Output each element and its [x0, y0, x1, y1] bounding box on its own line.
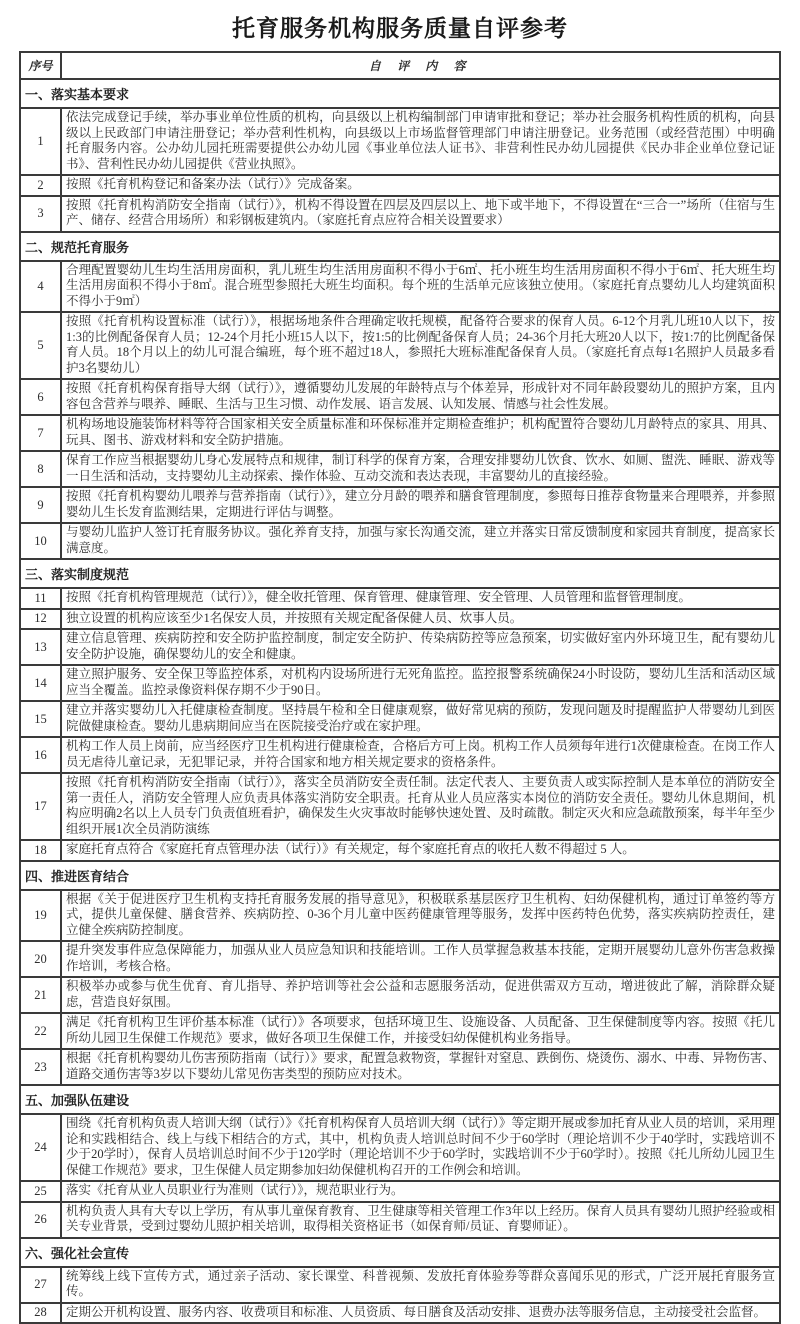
row-content: 落实《托育从业人员职业行为准则（试行）》，规范职业行为。 — [61, 1181, 780, 1202]
section-header-row — [20, 559, 780, 588]
table-row — [20, 665, 780, 701]
section-title: 六、强化社会宣传 — [20, 1238, 780, 1267]
row-content: 建立照护服务、安全保卫等监控体系，对机构内设场所进行无死角监控。监控报警系统确保24小时设防，婴幼儿生活和活动区域应当全覆盖。监控录像资料保存期不少于90日。 — [61, 665, 780, 701]
row-content: 依法完成登记手续，举办事业单位性质的机构，向县级以上机构编制部门申请审批和登记；举办社会服务机构性质的机构，向县级以上民政部门申请注册登记；举办营利性机构，向县级以上市场监督管理部门申请注册登记。业务范围（或经营范围）中明确托育服务内容。公办幼儿园托班需要提供公办幼儿园《事业单位法人证书》、非营利性民办幼儿园提供《民办非企业单位登记证书》、营利性民办幼儿园提供《营业执照》。 — [61, 108, 780, 175]
table-row — [20, 196, 780, 232]
row-number: 12 — [20, 609, 61, 630]
column-header-number: 序号 — [20, 52, 61, 79]
row-content: 与婴幼儿监护人签订托育服务协议。强化养育支持，加强与家长沟通交流，建立并落实日常反馈制度和家园共育制度，提高家长满意度。 — [61, 523, 780, 559]
row-content: 根据《托育机构婴幼儿伤害预防指南（试行）》要求，配置急救物资，掌握针对窒息、跌倒伤、烧烫伤、溺水、中毒、异物伤害、道路交通伤害等3岁以下婴幼儿常见伤害类型的预防应对技术。 — [61, 1049, 780, 1085]
row-content: 统筹线上线下宣传方式，通过亲子活动、家长课堂、科普视频、发放托育体验券等群众喜闻乐见的形式，广泛开展托育服务宣传。 — [61, 1267, 780, 1303]
table-row — [20, 1049, 780, 1085]
row-content: 合理配置婴幼儿生均生活用房面积，乳儿班生均生活用房面积不得小于6㎡、托小班生均生活用房面积不得小于6㎡、托大班生均生活用房面积不得小于8㎡。混合班型参照托大班生均面积。每个班的生活单元应该独立使用。（家庭托育点婴幼儿人均建筑面积不得小于9㎡） — [61, 261, 780, 313]
table-row — [20, 175, 780, 196]
row-number: 21 — [20, 977, 61, 1013]
row-content: 建立并落实婴幼儿入托健康检查制度。坚持晨午检和全日健康观察，做好常见病的预防，发现问题及时提醒监护人带婴幼儿到医院做健康检查。婴幼儿患病期间应当在医院接受治疗或在家护理。 — [61, 701, 780, 737]
section-title: 三、落实制度规范 — [20, 559, 780, 588]
table-row — [20, 1267, 780, 1303]
table-row — [20, 977, 780, 1013]
table-row — [20, 415, 780, 451]
table-row — [20, 773, 780, 840]
row-number: 23 — [20, 1049, 61, 1085]
row-content: 按照《托育机构管理规范（试行）》，健全收托管理、保育管理、健康管理、安全管理、人员管理和监督管理制度。 — [61, 588, 780, 609]
table-body — [20, 79, 780, 1323]
table-row — [20, 261, 780, 313]
table-row — [20, 941, 780, 977]
self-evaluation-table — [19, 51, 781, 1324]
row-number: 17 — [20, 773, 61, 840]
row-number: 22 — [20, 1013, 61, 1049]
section-header-row — [20, 232, 780, 261]
table-header-row — [20, 52, 780, 79]
row-number: 28 — [20, 1303, 61, 1324]
section-header-row — [20, 861, 780, 890]
row-number: 27 — [20, 1267, 61, 1303]
row-content: 机构场地设施装饰材料等符合国家相关安全质量标准和环保标准并定期检查维护；机构配置符合婴幼儿月龄特点的家具、用具、玩具、图书、游戏材料和安全防护措施。 — [61, 415, 780, 451]
section-title: 二、规范托育服务 — [20, 232, 780, 261]
row-number: 16 — [20, 737, 61, 773]
row-number: 18 — [20, 840, 61, 861]
section-title: 四、推进医育结合 — [20, 861, 780, 890]
row-content: 按照《托育机构登记和备案办法（试行）》完成备案。 — [61, 175, 780, 196]
section-title: 五、加强队伍建设 — [20, 1085, 780, 1114]
row-number: 3 — [20, 196, 61, 232]
row-content: 定期公开机构设置、服务内容、收费项目和标准、人员资质、每日膳食及活动安排、退费办法等服务信息，主动接受社会监督。 — [61, 1303, 780, 1324]
section-title: 一、落实基本要求 — [20, 79, 780, 108]
section-header-row — [20, 1238, 780, 1267]
row-content: 建立信息管理、疾病防控和安全防护监控制度，制定安全防护、传染病防控等应急预案，切实做好室内外环境卫生，配有婴幼儿安全防护设施，确保婴幼儿的安全和健康。 — [61, 629, 780, 665]
table-row — [20, 1202, 780, 1238]
row-content: 按照《托育机构保育指导大纲（试行）》，遵循婴幼儿发展的年龄特点与个体差异，形成针对不同年龄段婴幼儿的照护方案，且内容包含营养与喂养、睡眠、生活与卫生习惯、动作发展、语言发展、认知发展、情感与社会性发展。 — [61, 379, 780, 415]
table-row — [20, 609, 780, 630]
row-content: 保育工作应当根据婴幼儿身心发展特点和规律，制订科学的保育方案，合理安排婴幼儿饮食、饮水、如厕、盥洗、睡眠、游戏等一日生活和活动，支持婴幼儿主动探索、操作体验、互动交流和表达表现，丰富婴幼儿的直接经验。 — [61, 451, 780, 487]
row-content: 围绕《托育机构负责人培训大纲（试行）》《托育机构保育人员培训大纲（试行）》等定期开展或参加托育从业人员的培训，采用理论和实践相结合、线上与线下相结合的方式，其中，机构负责人培训总时间不少于60学时（理论培训不少于40学时，实践培训不少于20学时），保育人员培训总时间不少于120学时（理论培训不少于60学时，实践培训不少于60学时）。按照《托儿所幼儿园卫生保健工作规范》要求，卫生保健人员定期参加妇幼保健机构召开的工作例会和培训。 — [61, 1114, 780, 1181]
row-number: 10 — [20, 523, 61, 559]
row-content: 机构工作人员上岗前，应当经医疗卫生机构进行健康检查，合格后方可上岗。机构工作人员须每年进行1次健康检查。在岗工作人员无虐待儿童记录，无犯罪记录，并符合国家和地方相关规定要求的资格条件。 — [61, 737, 780, 773]
row-content: 按照《托育机构消防安全指南（试行）》，落实全员消防安全责任制。法定代表人、主要负责人或实际控制人是本单位的消防安全第一责任人，消防安全管理人应负责具体落实消防安全职责。托育从业人员应落实本岗位的消防安全责任。婴幼儿休息期间，机构应明确2名以上人员专门负责值班看护，确保发生火灾事故时能够快速处置、及时疏散。制定灭火和应急疏散预案，每半年至少组织开展1次全员消防演练 — [61, 773, 780, 840]
table-row — [20, 701, 780, 737]
table-row — [20, 737, 780, 773]
table-row — [20, 312, 780, 379]
row-content: 按照《托育机构消防安全指南（试行）》，机构不得设置在四层及四层以上、地下或半地下，不得设置在“三合一”场所（住宿与生产、储存、经营合用场所）和彩钢板建筑内。（家庭托育点应符合相关设置要求） — [61, 196, 780, 232]
row-content: 家庭托育点符合《家庭托育点管理办法（试行）》有关规定，每个家庭托育点的收托人数不得超过 5 人。 — [61, 840, 780, 861]
row-number: 26 — [20, 1202, 61, 1238]
row-number: 8 — [20, 451, 61, 487]
row-content: 机构负责人具有大专以上学历，有从事儿童保育教育、卫生健康等相关管理工作3年以上经历。保育人员具有婴幼儿照护经验或相关专业背景，受到过婴幼儿照护相关培训，取得相关资格证书（如保育师/员证、育婴师证）。 — [61, 1202, 780, 1238]
row-number: 14 — [20, 665, 61, 701]
section-header-row — [20, 1085, 780, 1114]
table-row — [20, 1013, 780, 1049]
table-row — [20, 840, 780, 861]
row-number: 9 — [20, 487, 61, 523]
table-row — [20, 1114, 780, 1181]
row-number: 24 — [20, 1114, 61, 1181]
table-row — [20, 1303, 780, 1324]
table-row — [20, 1181, 780, 1202]
row-number: 7 — [20, 415, 61, 451]
row-number: 15 — [20, 701, 61, 737]
row-content: 满足《托育机构卫生评价基本标准（试行）》各项要求，包括环境卫生、设施设备、人员配备、卫生保健制度等内容。按照《托儿所幼儿园卫生保健工作规范》要求，做好各项卫生保健工作，并接受妇幼保健机构业务指导。 — [61, 1013, 780, 1049]
row-number: 1 — [20, 108, 61, 175]
row-number: 11 — [20, 588, 61, 609]
table-row — [20, 108, 780, 175]
row-number: 2 — [20, 175, 61, 196]
row-content: 按照《托育机构婴幼儿喂养与营养指南（试行）》，建立分月龄的喂养和膳食管理制度，参照每日推荐食物量来合理喂养，并参照婴幼儿生长发育监测结果，定期进行评估与调整。 — [61, 487, 780, 523]
table-row — [20, 588, 780, 609]
table-row — [20, 451, 780, 487]
table-row — [20, 890, 780, 942]
row-content: 按照《托育机构设置标准（试行）》，根据场地条件合理确定收托规模，配备符合要求的保育人员。6-12个月乳儿班10人以下，按1:3的比例配备保育人员；12-24个月托小班15人以下，按1:5的比例配备保育人员；24-36个月托大班20人以下，按1:7的比例配备保育人员。18个月以上的幼儿可混合编班，每个班不超过18人，参照托大班标准配备保育人员。（家庭托育点每1名照护人员最多看护3名婴幼儿） — [61, 312, 780, 379]
row-number: 20 — [20, 941, 61, 977]
table-row — [20, 629, 780, 665]
section-header-row — [20, 79, 780, 108]
table-row — [20, 487, 780, 523]
row-number: 25 — [20, 1181, 61, 1202]
row-content: 积极举办或参与优生优育、育儿指导、养护培训等社会公益和志愿服务活动，促进供需双方互动，增进彼此了解，消除群众疑虑，营造良好氛围。 — [61, 977, 780, 1013]
row-content: 独立设置的机构应该至少1名保安人员，并按照有关规定配备保健人员、炊事人员。 — [61, 609, 780, 630]
table-row — [20, 379, 780, 415]
row-number: 4 — [20, 261, 61, 313]
page-title: 托育服务机构服务质量自评参考 — [232, 15, 568, 41]
row-number: 6 — [20, 379, 61, 415]
row-content: 提升突发事件应急保障能力，加强从业人员应急知识和技能培训。工作人员掌握急救基本技能，定期开展婴幼儿意外伤害急救操作培训，考核合格。 — [61, 941, 780, 977]
row-number: 13 — [20, 629, 61, 665]
row-number: 5 — [20, 312, 61, 379]
table-row — [20, 523, 780, 559]
column-header-content: 自 评 内 容 — [61, 52, 780, 79]
row-content: 根据《关于促进医疗卫生机构支持托育服务发展的指导意见》，积极联系基层医疗卫生机构、妇幼保健机构，通过订单签约等方式，提供儿童保健、膳食营养、疾病防控、0-36个月儿童中医药健康管理等服务，发挥中医药特色优势，落实疾病防控责任，建立健全疾病防控制度。 — [61, 890, 780, 942]
row-number: 19 — [20, 890, 61, 942]
